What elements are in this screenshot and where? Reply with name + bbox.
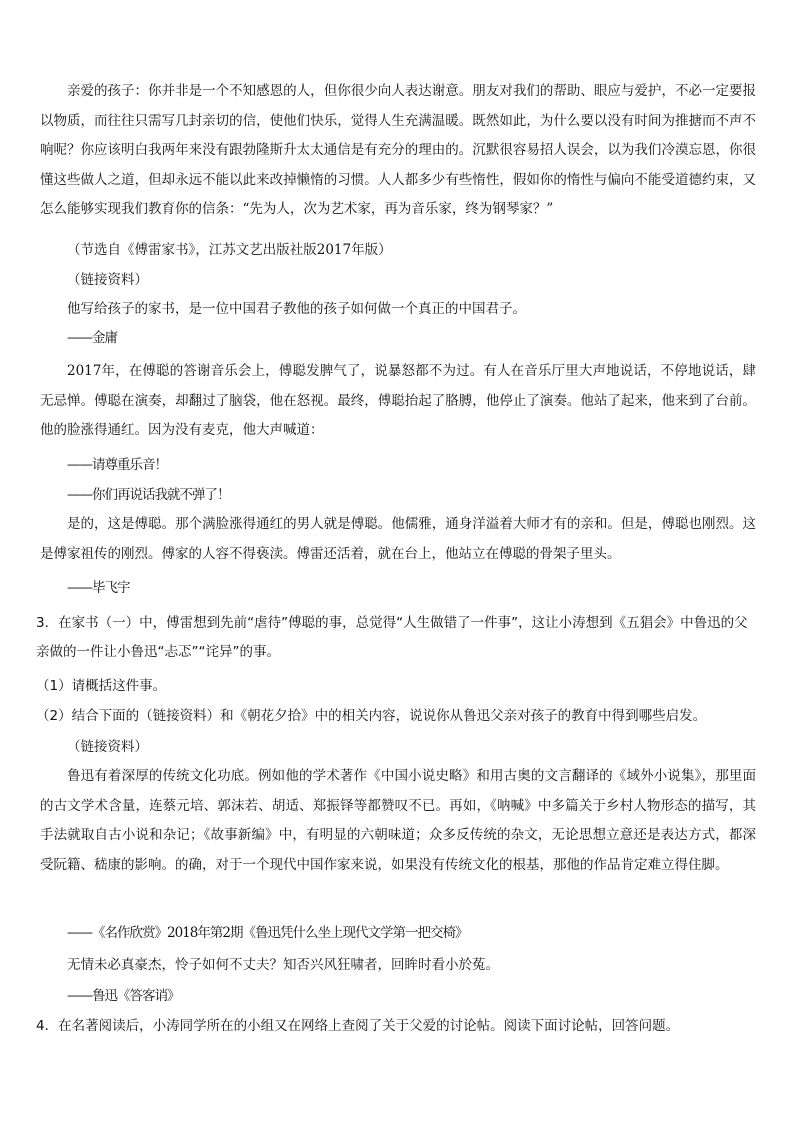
letter-paragraph: 亲爱的孩子：你并非是一个不知感恩的人，但你很少向人表达谢意。朋友对我们的帮助、眼应与爱护，不必一定要报以物质，而往往只需写几封亲切的信，使他们快乐，觉得人生充满温暖。既然如此，为什么要以没有时间为推搪而不声不响呢？你应该明白我两年来没有跟勃隆斯升太太通信是有充分的理由的。沉默很容易招人误会，以为我们冷漠忘恩，你很懂这些做人之道，但却永远不能以此来改掉懒惰的习惯。人人都多少有些惰性，假如你的惰性与偏向不能受道德约束，又怎么能够实现我们教育你的信条：“先为人，次为艺术家，再为音乐家，终为钢琴家？” — [40, 83, 756, 217]
jinyong-attribution: ——金庸 — [67, 330, 117, 346]
fucong-shout-2: ——你们再说话我就不弹了！ — [67, 487, 230, 503]
link-label-1: （链接资料） — [67, 272, 148, 288]
luxun-tradition — [40, 762, 756, 880]
question-3-stem: 3．在家书（一）中，傅雷想到先前“虐待”傅聪的事，总觉得“人生做错了一件事”，这让小涛想到《五猖会》中鲁迅的父亲做的一件让小鲁迅“忐忑”“诧异”的事。 — [36, 615, 748, 660]
jinyong-quote: 他写给孩子的家书，是一位中国君子教他的孩子如何做一个真正的中国君子。 — [67, 301, 526, 317]
question-3-sub-2: （2）结合下面的（链接资料）和《朝花夕拾》中的相关内容，说说你从鲁迅父亲对孩子的教育中得到哪些启发。 — [36, 708, 707, 724]
bifeiyu-comment — [40, 510, 756, 569]
luxun-tradition-paragraph: 鲁迅有着深厚的传统文化功底。例如他的学术著作《中国小说史略》和用古奥的文言翻译的《域外小说集》，那里面的古文学术含量，连蔡元培、郭沫若、胡适、郑振铎等都赞叹不已。再如，《呐喊》中多篇关于乡村人物形态的描写，其手法就取自古小说和杂记；《故事新编》中，有明显的六朝味道；众多反传统的杂文，无论思想立意还是表达方式，都深受阮籍、嵇康的影响。的确，对于一个现代中国作家来说，如果没有传统文化的根基，那他的作品肯定难立得住脚。 — [40, 768, 756, 873]
link-label-2: （链接资料） — [67, 739, 148, 755]
fucong-story-paragraph: 2017年，在傅聪的答谢音乐会上，傅聪发脾气了，说暴怒都不为过。有人在音乐厅里大声地说话，不停地说话，肆无忌惮。傅聪在演奏，却翻过了脑袋，他在怒视。最终，傅聪抬起了胳膊，他停止了演奏。他站了起来，他来到了台前。他的脸涨得通红。因为没有麦克，他大声喊道： — [40, 363, 756, 438]
question-4-stem: 4．在名著阅读后，小涛同学所在的小组又在网络上查阅了关于父爱的讨论帖。阅读下面讨论帖，回答问题。 — [36, 1018, 680, 1034]
bifeiyu-comment-paragraph: 是的，这是傅聪。那个满脸涨得通红的男人就是傅聪。他儒雅，通身洋溢着大师才有的亲和。但是，傅聪也刚烈。这是傅家祖传的刚烈。傅家的人容不得亵渎。傅雷还活着，就在台上，他站立在傅聪的骨架子里头。 — [40, 516, 756, 562]
letter-excerpt — [40, 77, 756, 225]
letter-source: （节选自《傅雷家书》，江苏文艺出版社版2017年版） — [67, 242, 392, 258]
question-3-sub-1: （1）请概括这件事。 — [36, 678, 167, 694]
fucong-story — [40, 357, 756, 446]
luxun-poem: 无情未必真豪杰，怜子如何不丈夫？知否兴风狂啸者，回眸时看小於菟。 — [67, 957, 499, 973]
mingzuo-source: ——《名作欣赏》2018年第2期《鲁迅凭什么坐上现代文学第一把交椅》 — [67, 925, 468, 941]
luxun-poem-source: ——鲁迅《答客诮》 — [67, 988, 180, 1004]
bifeiyu-attribution: ——毕飞宇 — [67, 580, 130, 596]
fucong-shout-1: ——请尊重乐音！ — [67, 457, 167, 473]
